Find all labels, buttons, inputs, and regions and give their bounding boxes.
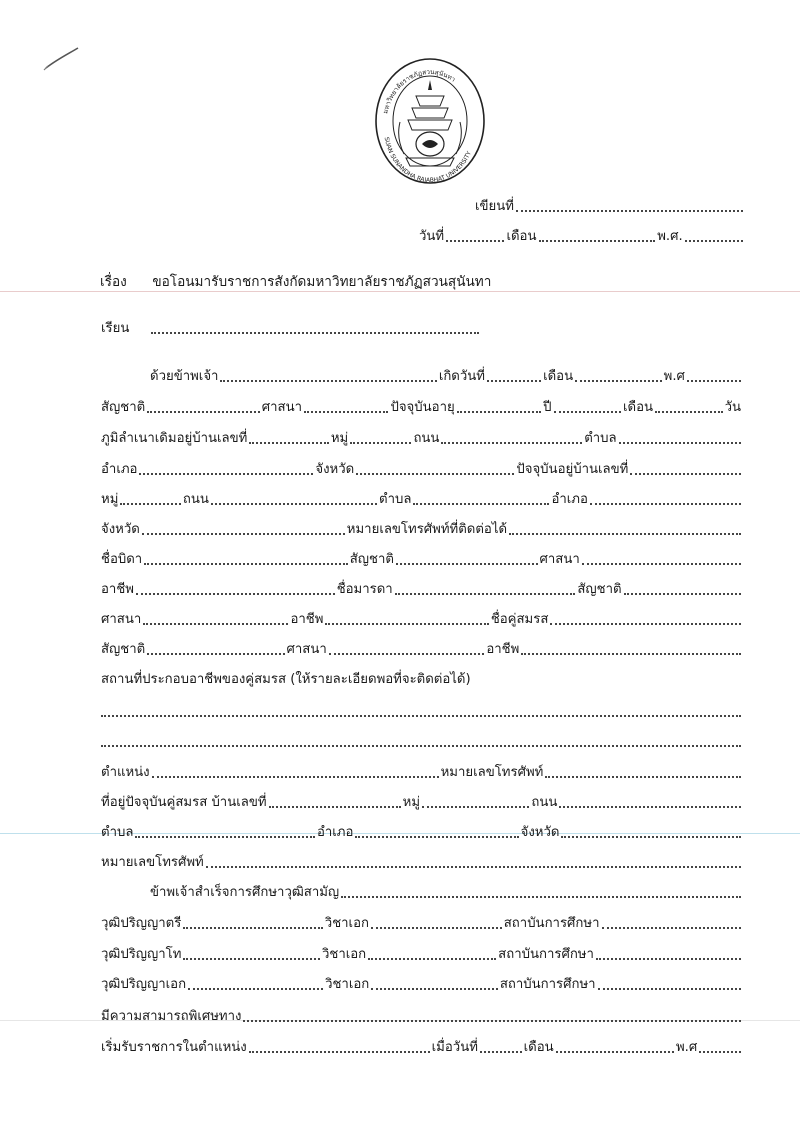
row-father [100,545,742,569]
start-position-field[interactable] [249,1045,430,1053]
field-label: ชื่อมารดา [336,582,393,597]
subject-line [100,270,491,292]
start-month-field[interactable] [556,1045,674,1053]
master-field[interactable] [183,952,320,960]
row-position [100,758,742,782]
row-hometown [100,424,742,448]
field-label: หมู่ [330,431,349,446]
spouse-phone-field[interactable] [545,770,741,778]
field-label: อำเภอ [101,462,138,477]
row-spouse-info [100,635,742,659]
field-label: ชื่อบิดา [101,552,143,567]
row-master [100,940,742,964]
row-bachelor [100,909,742,933]
spouse-tambon-field[interactable] [135,830,315,838]
field-label: อำเภอ [551,492,588,507]
field-label: สถาบันการศึกษา [503,916,600,931]
date-label: วันที่ [419,229,445,244]
field-label: ถนน [531,795,558,810]
doctor-field[interactable] [188,982,323,990]
field-label: จังหวัด [101,522,140,537]
row-spouse-area [100,818,742,842]
age-years-field[interactable] [457,405,541,413]
field-label: ปี [543,400,552,415]
current-road-field[interactable] [211,497,377,505]
row-name [149,362,742,386]
field-label: อาชีพ [101,582,134,597]
seal-text-bottom: SUAN SUNANDHA RAJABHAT UNIVERSITY [382,136,473,185]
field-label: หมู่ [101,492,119,507]
mother-religion-field[interactable] [143,617,288,625]
field-label: ชื่อคู่สมรส [490,612,549,627]
field-label: ปัจจุบันอยู่บ้านเลขที่ [516,462,629,477]
birth-month-field[interactable] [575,374,662,382]
field-label: ศาสนา [101,612,142,627]
month-field[interactable] [539,234,656,242]
field-label: พ.ศ [663,369,685,384]
field-label: เดือน [623,400,654,415]
field-label: มีความสามารถพิเศษทาง [101,1009,242,1024]
field-label: ภูมิลำเนาเดิมอยู่บ้านเลขที่ [101,431,248,446]
row-spouse-phone [100,848,742,872]
field-label: วุฒิปริญญาเอก [101,977,187,992]
row-current-address [100,485,742,509]
field-label: หมายเลขโทรศัพท์ [101,855,204,870]
row-nationality [100,393,742,417]
bachelor-institution-field[interactable] [602,921,741,929]
bachelor-major-field[interactable] [371,921,502,929]
month-label: เดือน [506,229,537,244]
to-field[interactable] [151,326,479,334]
spouse-road-field[interactable] [559,800,741,808]
field-label: จังหวัด [315,462,355,477]
to-label: เรียน [101,321,130,336]
father-religion-field[interactable] [582,557,741,565]
field-label: ตำบล [101,825,134,840]
subject-text: ขอโอนมารับราชการสังกัดมหาวิทยาลัยราชภัฏสวนสุนันทา [152,274,492,290]
spouse-workplace-field-1[interactable] [101,709,741,717]
field-label: หมู่ [402,795,421,810]
current-tambon-field[interactable] [413,497,549,505]
bachelor-field[interactable] [183,921,322,929]
written-at-line [474,192,744,216]
hometown-amphoe-field[interactable] [139,467,313,475]
field-label: ตำบล [379,492,412,507]
university-seal-logo [372,56,488,186]
field-label: จังหวัด [520,825,560,840]
mother-nationality-field[interactable] [624,587,741,595]
field-label: อาชีพ [486,642,520,657]
field-label: วุฒิปริญญาตรี [101,916,182,931]
spouse-moo-field[interactable] [422,800,529,808]
birth-year-field[interactable] [687,374,741,382]
field-label: ศาสนา [539,552,580,567]
master-institution-field[interactable] [596,952,741,960]
written-at-field[interactable] [516,204,743,212]
mother-name-field[interactable] [395,587,576,595]
row-spouse-address [100,788,742,812]
field-label: ข้าพเจ้าสำเร็จการศึกษาวุฒิสามัญ [150,885,340,900]
field-label: พ.ศ [675,1040,698,1055]
field-label: สัญชาติ [349,552,394,567]
doctor-major-field[interactable] [371,982,498,990]
row-education [149,878,742,902]
spouse-amphoe-field[interactable] [355,830,518,838]
spouse-religion-field[interactable] [329,647,485,655]
field-label: ถนน [413,431,440,446]
hometown-road-field[interactable] [441,436,582,444]
special-ability-field[interactable] [243,1014,741,1022]
field-label: สถาบันการศึกษา [499,977,596,992]
mother-occupation-field[interactable] [325,617,488,625]
current-province-field[interactable] [142,527,345,535]
spouse-province-field[interactable] [561,830,741,838]
pen-mark [42,44,82,72]
row-start-service [100,1033,742,1057]
hometown-moo-field[interactable] [350,436,411,444]
name-field[interactable] [220,374,436,382]
father-nationality-field[interactable] [396,557,538,565]
field-label: สถานที่ประกอบอาชีพของคู่สมรส (ให้รายละเอียดพอที่จะติดต่อได้) [101,672,471,687]
row-blank-2 [100,727,742,751]
row-blank-1 [100,697,742,721]
start-day-field[interactable] [480,1045,522,1053]
current-home-no-field[interactable] [630,467,741,475]
contact-phone-field[interactable] [509,527,741,535]
spouse-position-field[interactable] [152,770,439,778]
hometown-tambon-field[interactable] [619,436,741,444]
age-days-field[interactable] [655,405,723,413]
spouse-name-field[interactable] [550,617,741,625]
field-label: สถาบันการศึกษา [498,947,594,962]
field-label: วิชาเอก [324,916,369,931]
field-label: อำเภอ [316,825,354,840]
start-year-field[interactable] [699,1045,741,1053]
year-label: พ.ศ. [657,229,683,244]
written-at-label: เขียนที่ [475,199,514,214]
row-doctor [100,970,742,994]
education-field[interactable] [341,890,741,898]
date-line [418,222,744,246]
field-label: เริ่มรับราชการในตำแหน่ง [101,1040,247,1055]
field-label: สัญชาติ [101,400,146,415]
field-label: วัน [724,400,742,415]
current-moo-field[interactable] [120,497,180,505]
field-label: ตำแหน่ง [101,765,150,780]
field-label: หมายเลขโทรศัพท์ [440,765,544,780]
field-label: วิชาเอก [321,947,367,962]
hometown-no-field[interactable] [249,436,329,444]
field-label: ศาสนา [286,642,327,657]
field-label: เดือน [543,369,574,384]
field-label: ถนน [182,492,209,507]
field-label: สัญชาติ [577,582,622,597]
row-special [100,1002,742,1026]
field-label: เดือน [523,1040,554,1055]
year-field[interactable] [685,234,743,242]
row-mother [100,575,742,599]
current-amphoe-field[interactable] [590,497,741,505]
spouse-occupation-field[interactable] [521,647,741,655]
doctor-institution-field[interactable] [598,982,741,990]
to-line [100,314,480,338]
seal-text-top: มหาวิทยาลัยราชภัฏสวนสุนันทา [381,67,457,115]
field-label: อาชีพ [290,612,324,627]
birth-day-field[interactable] [487,374,541,382]
field-label: หมายเลขโทรศัพท์ที่ติดต่อได้ [346,522,508,537]
field-label: สัญชาติ [101,642,146,657]
subject-label: เรื่อง [100,274,127,290]
religion-field[interactable] [304,405,388,413]
row-spouse-workplace-label [100,665,742,689]
field-label: เมื่อวันที่ [431,1040,478,1055]
spouse-workplace-field-2[interactable] [101,739,741,747]
date-field[interactable] [446,234,504,242]
field-label: ศาสนา [261,400,303,415]
row-amphoe [100,455,742,479]
field-label: ตำบล [584,431,617,446]
row-province-phone [100,515,742,539]
field-label: วิชาเอก [325,977,370,992]
field-label: วุฒิปริญญาโท [101,947,182,962]
father-occupation-field[interactable] [136,587,335,595]
hometown-province-field[interactable] [356,467,514,475]
nationality-field[interactable] [147,405,260,413]
master-major-field[interactable] [368,952,496,960]
spouse-nationality-field[interactable] [147,647,284,655]
father-name-field[interactable] [144,557,348,565]
field-label: เกิดวันที่ [438,369,485,384]
field-label: ด้วยข้าพเจ้า [150,369,219,384]
field-label: ปัจจุบันอายุ [390,400,455,415]
spouse-phone-2-field[interactable] [206,860,741,868]
spouse-home-no-field[interactable] [269,800,401,808]
age-months-field[interactable] [554,405,622,413]
row-spouse [100,605,742,629]
field-label: ที่อยู่ปัจจุบันคู่สมรส บ้านเลขที่ [101,795,267,810]
